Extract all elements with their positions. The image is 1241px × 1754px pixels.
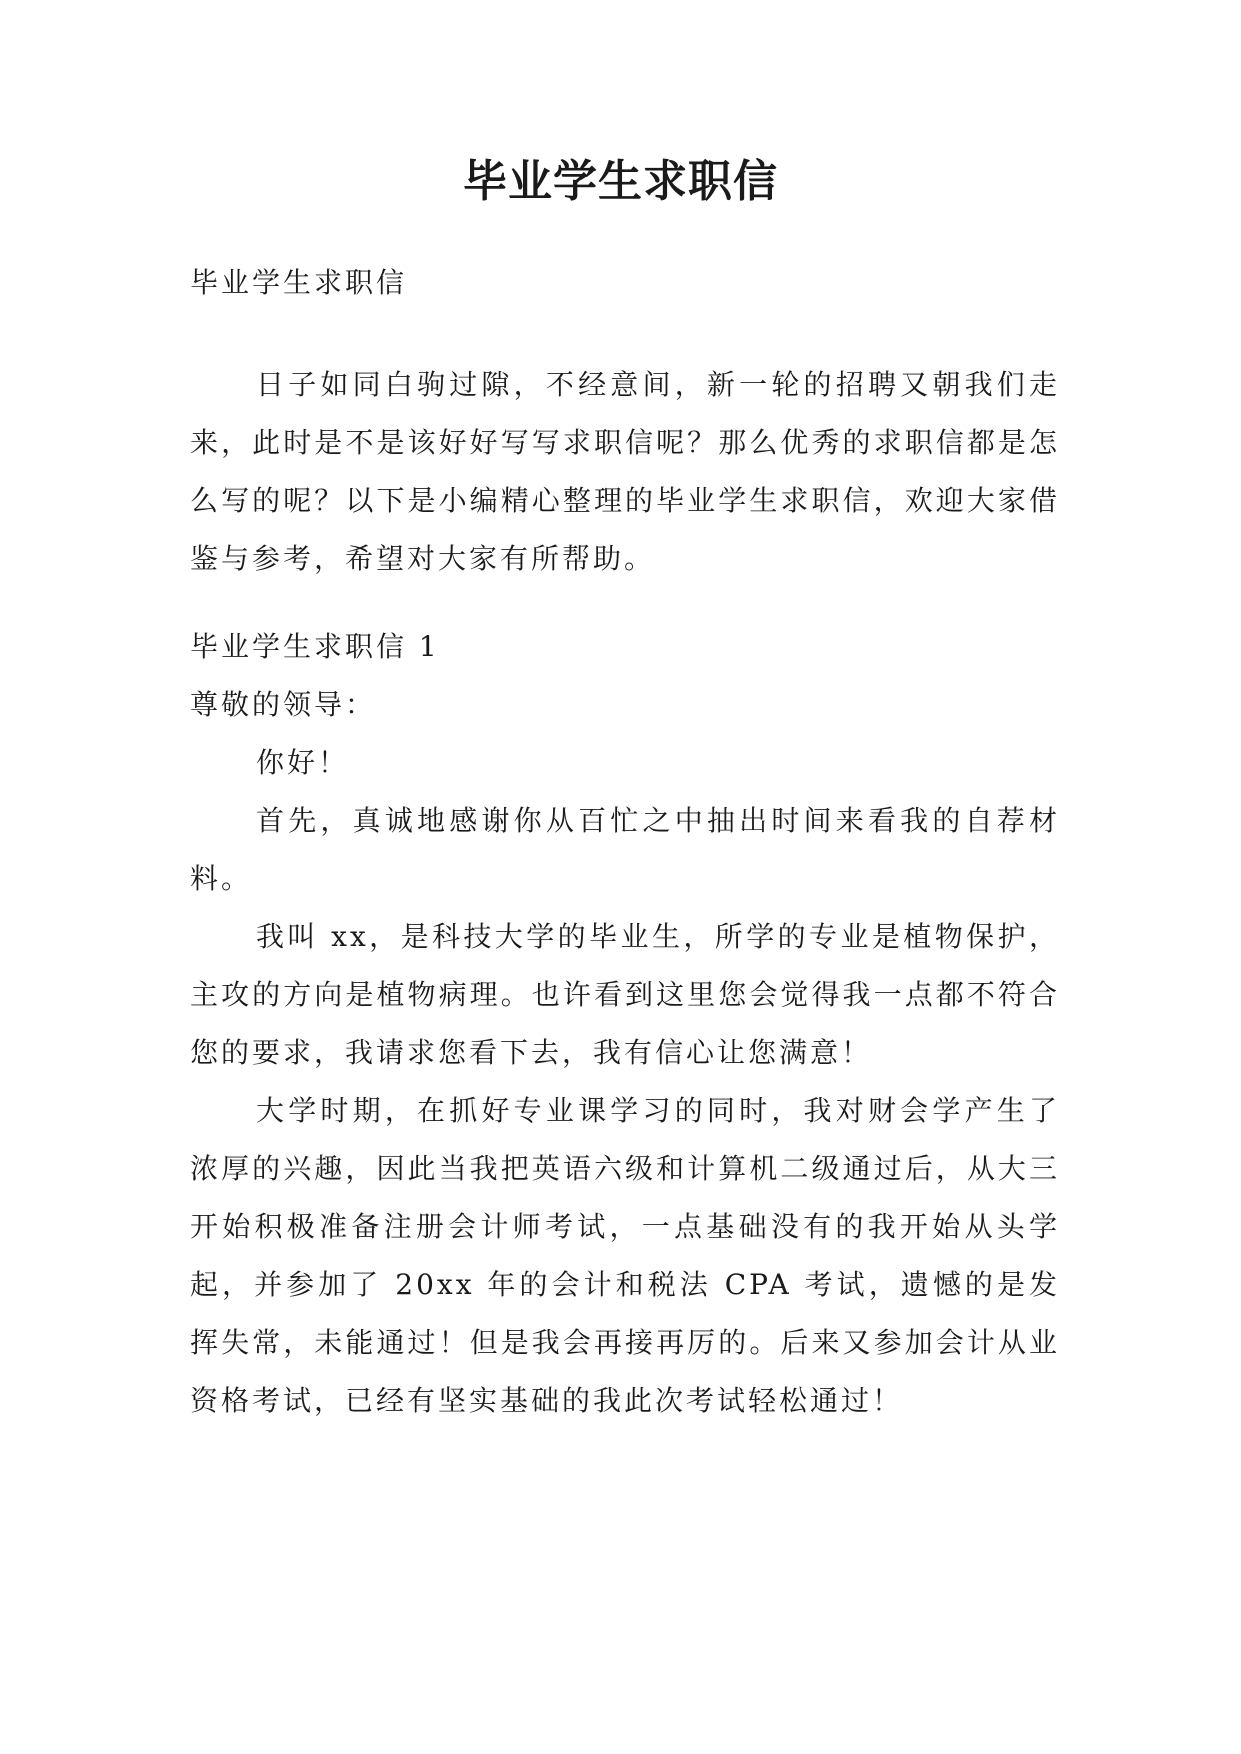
intro-paragraph bbox=[190, 356, 1060, 588]
salutation: 尊敬的领导： bbox=[190, 688, 377, 721]
subtitle-text: 毕业学生求职信 bbox=[190, 266, 408, 299]
intro-text: 日子如同白驹过隙，不经意间，新一轮的招聘又朝我们走来，此时是不是该好好写写求职信呢？那么优秀的求职信都是怎么写的呢？以下是小编精心整理的毕业学生求职信，欢迎大家借鉴与参考，希望对大家有所帮助。 bbox=[190, 368, 1060, 575]
document-subtitle bbox=[190, 254, 1060, 312]
letter-paragraph: 我叫 xx，是科技大学的毕业生，所学的专业是植物保护，主攻的方向是植物病理。也许看到这里您会觉得我一点都不符合您的要求，我请求您看下去，我有信心让您满意！ bbox=[190, 920, 1060, 1069]
document-title: 毕业学生求职信 bbox=[463, 156, 778, 207]
letter-paragraph: 大学时期，在抓好专业课学习的同时，我对财会学产生了浓厚的兴趣，因此当我把英语六级和计算机二级通过后，从大三开始积极准备注册会计师考试，一点基础没有的我开始从头学起，并参加了 20xx 年的会计和税法 CPA 考试，遗憾的是发挥失常，未能通过！但是我会再接再厉的。后来又参加会计从业资格考试，已经有坚实基础的我此次考试轻松通过！ bbox=[190, 1094, 1060, 1417]
letter-body bbox=[190, 618, 1060, 1430]
letter-paragraph: 首先，真诚地感谢你从百忙之中抽出时间来看我的自荐材料。 bbox=[190, 804, 1060, 895]
letter-heading: 毕业学生求职信 1 bbox=[190, 630, 440, 663]
greeting: 你好！ bbox=[256, 746, 350, 779]
